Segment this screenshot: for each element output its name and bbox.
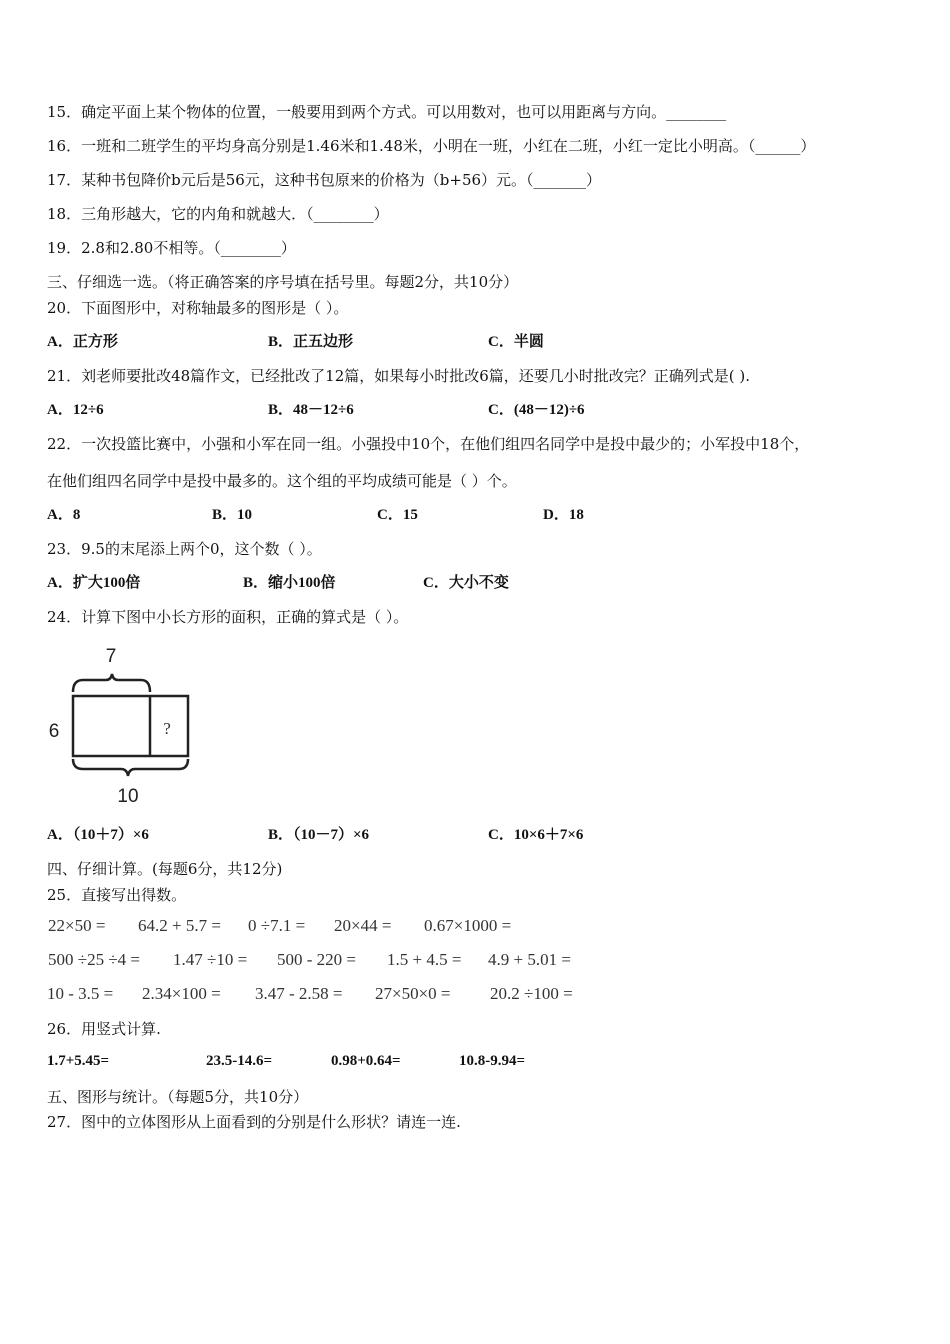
question-21: 21．刘老师要批改48篇作文，已经批改了12篇，如果每小时批改6篇，还要几小时批改完？正确列式是( ).	[47, 367, 751, 385]
question-19: 19．2.8和2.80不相等。（________）	[47, 239, 296, 257]
q24-option-a: A．（10＋7）×6	[47, 827, 149, 843]
vertical-calc-item: 23.5-14.6=	[206, 1053, 273, 1069]
rectangle-figure	[40, 640, 210, 810]
q22-option-c: C．15	[377, 507, 418, 523]
calc-item: 0 ÷7.1 =	[248, 916, 306, 935]
q20-option-b: B．正五边形	[268, 334, 354, 350]
question-16: 16．一班和二班学生的平均身高分别是1.46米和1.48米，小明在一班，小红在二班，小红一定比小明高。（______）	[47, 137, 816, 155]
calc-item: 1.47 ÷10 =	[173, 950, 248, 969]
vertical-calc-item: 0.98+0.64=	[331, 1053, 401, 1069]
calc-item: 2.34×100 =	[142, 984, 221, 1003]
q20-option-c: C．半圆	[488, 334, 544, 350]
top-brace	[73, 674, 150, 692]
q21-option-c: C．(48－12)÷6	[488, 402, 585, 418]
calc-item: 22×50 =	[48, 916, 106, 935]
question-27: 27．图中的立体图形从上面看到的分别是什么形状？请连一连.	[47, 1113, 461, 1131]
section-3-heading: 三、仔细选一选。（将正确答案的序号填在括号里。每题2分，共10分）	[47, 273, 519, 291]
q24-option-b: B．（10－7）×6	[268, 827, 370, 843]
calc-item: 500 ÷25 ÷4 =	[48, 950, 140, 969]
question-22-line1: 22．一次投篮比赛中，小强和小军在同一组。小强投中10个，在他们组四名同学中是投中最少的；小军投中18个，	[47, 435, 810, 453]
calc-item: 64.2 + 5.7 =	[138, 916, 221, 935]
q22-option-d: D．18	[543, 507, 584, 523]
q20-option-a: A．正方形	[47, 334, 118, 350]
q22-option-a: A．8	[47, 507, 81, 523]
section-5-heading: 五、图形与统计。（每题5分，共10分）	[47, 1088, 309, 1106]
calc-item: 0.67×1000 =	[424, 916, 512, 935]
bottom-brace	[73, 759, 188, 776]
question-18: 18．三角形越大，它的内角和就越大．（________）	[47, 205, 389, 223]
question-17: 17．某种书包降价b元后是56元，这种书包原来的价格为（b+56）元。（_______）	[47, 171, 602, 189]
calc-item: 500 - 220 =	[277, 950, 356, 969]
calc-item: 1.5 + 4.5 =	[387, 950, 462, 969]
q23-option-c: C．大小不变	[423, 575, 509, 591]
calc-item: 10 - 3.5 =	[47, 984, 114, 1003]
question-25: 25．直接写出得数。	[47, 886, 187, 904]
question-24: 24．计算下图中小长方形的面积，正确的算式是（ ）。	[47, 608, 409, 626]
unknown-label: ?	[163, 719, 171, 738]
q23-option-a: A．扩大100倍	[47, 575, 141, 591]
question-20: 20．下面图形中，对称轴最多的图形是（ ）。	[47, 299, 349, 317]
bottom-length-label: 10	[117, 786, 139, 807]
question-22-line2: 在他们组四名同学中是投中最多的。这个组的平均成绩可能是（ ）个。	[47, 472, 517, 490]
q21-option-b: B．48－12÷6	[268, 402, 354, 418]
q24-option-c: C．10×6＋7×6	[488, 827, 584, 843]
q22-option-b: B．10	[212, 507, 253, 523]
top-length-label: 7	[105, 646, 117, 667]
calc-item: 3.47 - 2.58 =	[255, 984, 343, 1003]
vertical-calc-item: 10.8-9.94=	[459, 1053, 526, 1069]
question-23: 23．9.5的末尾添上两个0，这个数（ ）。	[47, 540, 322, 558]
calc-item: 20×44 =	[334, 916, 392, 935]
vertical-calc-item: 1.7+5.45=	[47, 1053, 110, 1069]
left-length-label: 6	[48, 721, 60, 742]
section-4-heading: 四、仔细计算。(每题6分，共12分)	[47, 860, 283, 878]
q21-option-a: A．12÷6	[47, 402, 104, 418]
calc-item: 20.2 ÷100 =	[490, 984, 573, 1003]
calc-item: 4.9 + 5.01 =	[488, 950, 571, 969]
q23-option-b: B．缩小100倍	[243, 575, 336, 591]
calc-item: 27×50×0 =	[375, 984, 451, 1003]
question-26: 26．用竖式计算.	[47, 1020, 161, 1038]
question-15: 15．确定平面上某个物体的位置，一般要用到两个方式。可以用数对，也可以用距离与方向。________	[47, 103, 727, 121]
